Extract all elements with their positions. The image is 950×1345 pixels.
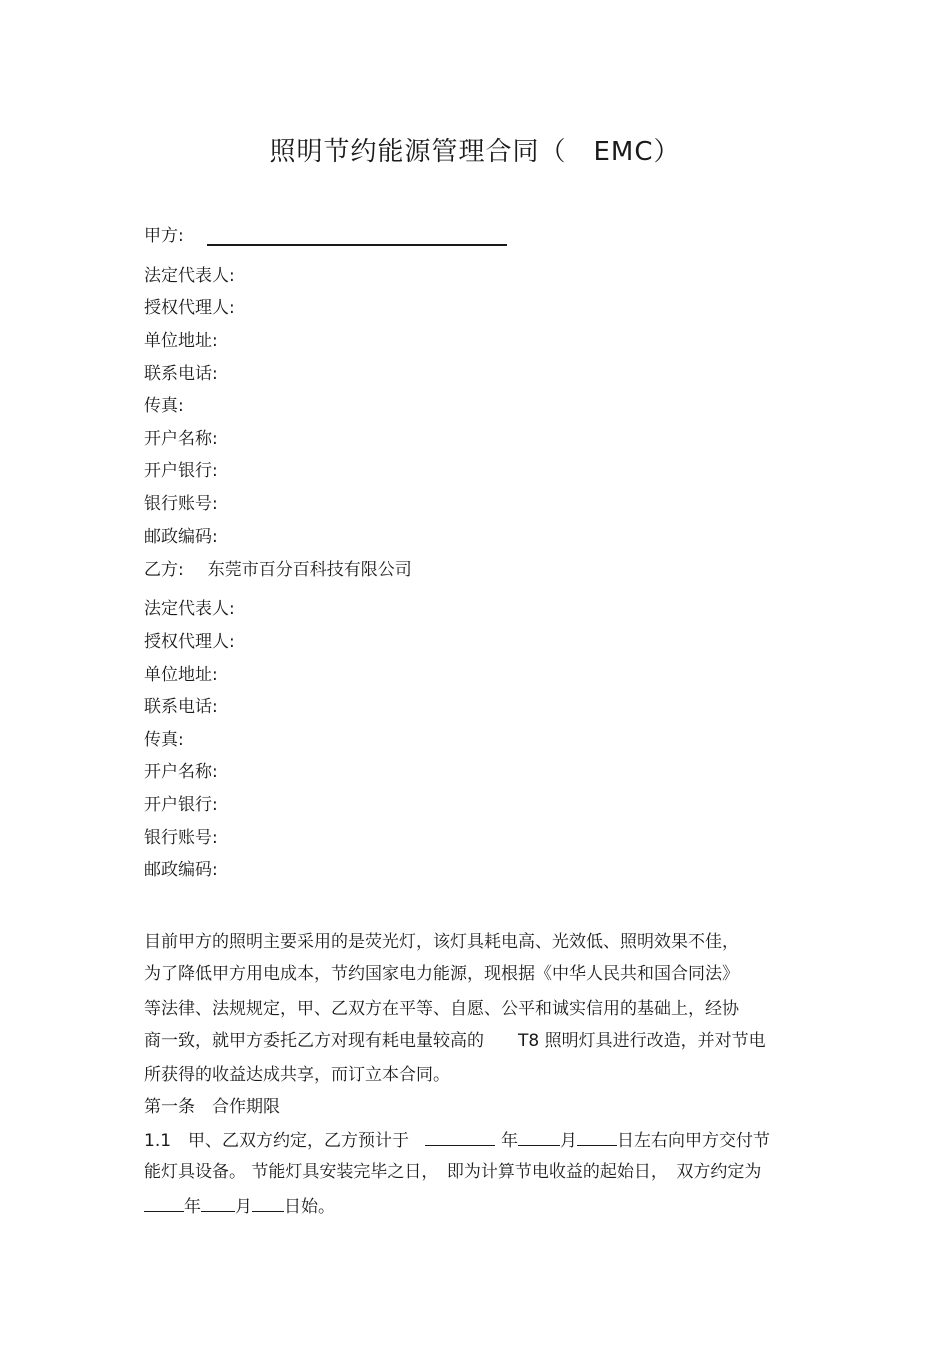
preamble-line: 商一致，就甲方委托乙方对现有耗电量较高的 T8 照明灯具进行改造，并对节电 (144, 1031, 766, 1051)
start-day-suffix: 日始。 (284, 1197, 335, 1217)
party-a-field: 开户银行: (144, 461, 218, 481)
clause-1-1-line-2: 能灯具设备。 节能灯具安装完毕之日， 即为计算节电收益的起始日， 双方约定为 (144, 1162, 762, 1182)
article-1-heading: 第一条 合作期限 (144, 1097, 280, 1117)
clause-1-1-line-3 (144, 1193, 335, 1219)
party-a-field: 传真: (144, 396, 184, 416)
preamble-line: 目前甲方的照明主要采用的是荧光灯，该灯具耗电高、光效低、照明效果不佳， (144, 932, 739, 952)
preamble-line: 等法律、法规规定，甲、乙双方在平等、自愿、公平和诚实信用的基础上，经协 (144, 999, 739, 1019)
party-b-field: 传真: (144, 730, 184, 750)
party-b-line (144, 558, 412, 582)
party-b-name: 东莞市百分百科技有限公司 (207, 560, 412, 580)
start-year-blank (144, 1193, 184, 1212)
party-b-field: 开户银行: (144, 795, 218, 815)
start-year-label: 年 (184, 1197, 201, 1217)
party-b-field: 授权代理人: (144, 632, 235, 652)
party-a-field: 银行账号: (144, 494, 218, 514)
party-a-label: 甲方: (144, 226, 184, 246)
party-b-field: 法定代表人: (144, 599, 235, 619)
year-blank (425, 1127, 495, 1146)
day-blank (577, 1127, 617, 1146)
preamble-line: 为了降低甲方用电成本，节约国家电力能源，现根据《中华人民共和国合同法》 (144, 964, 739, 984)
month-label: 月 (560, 1131, 578, 1151)
party-b-field: 联系电话: (144, 697, 218, 717)
clause-1-1-line-1 (144, 1127, 770, 1153)
clause-1-1-suffix: 日左右向甲方交付节 (617, 1131, 771, 1151)
party-a-blank-line (207, 244, 507, 246)
party-b-field: 银行账号: (144, 828, 218, 848)
party-a-field: 开户名称: (144, 429, 218, 449)
party-a-field: 联系电话: (144, 364, 218, 384)
start-month-blank (201, 1193, 235, 1212)
party-b-label: 乙方: (144, 560, 184, 580)
party-a-field: 邮政编码: (144, 527, 218, 547)
party-a-field: 授权代理人: (144, 298, 235, 318)
clause-1-1-prefix: 1.1 甲、乙双方约定，乙方预计于 (144, 1131, 410, 1151)
document-title: 照明节约能源管理合同（ EMC） (269, 137, 681, 167)
party-b-field: 邮政编码: (144, 860, 218, 880)
start-day-blank (252, 1193, 284, 1212)
party-a-field: 单位地址: (144, 331, 218, 351)
month-blank (518, 1127, 560, 1146)
party-b-field: 单位地址: (144, 665, 218, 685)
preamble-line: 所获得的收益达成共享，而订立本合同。 (144, 1065, 450, 1085)
party-b-field: 开户名称: (144, 762, 218, 782)
start-month-label: 月 (235, 1197, 252, 1217)
party-a-field: 法定代表人: (144, 266, 235, 286)
year-label: 年 (501, 1131, 519, 1151)
